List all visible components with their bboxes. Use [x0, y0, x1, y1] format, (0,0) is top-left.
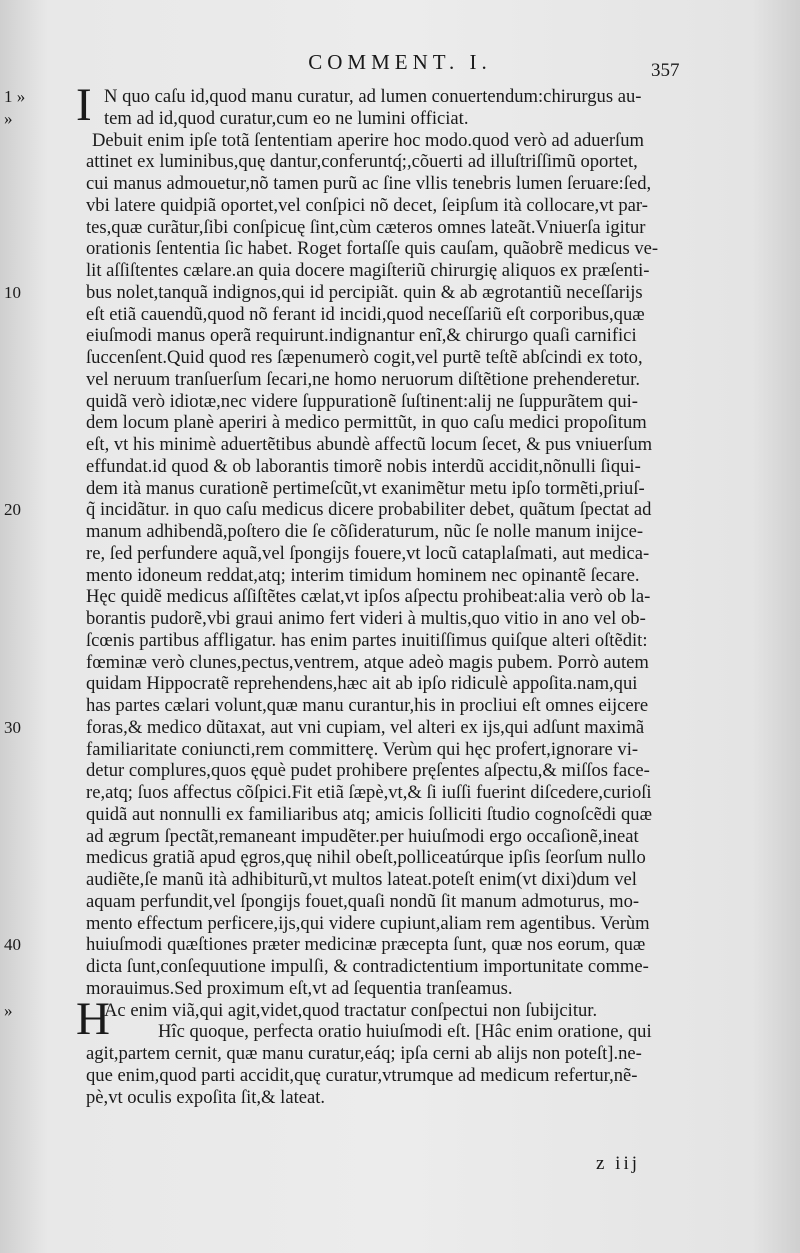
text-line — [86, 369, 686, 391]
line-text: q̃ incidãtur. in quo caſu medicus dicere probabiliter debet, quãtum ſpectat ad — [86, 499, 652, 521]
line-text: borantis pudorẽ,vbi graui animo fert videri à multis,quo vitio in ano vel ob- — [86, 608, 646, 629]
text-line — [86, 347, 686, 369]
line-text: vel neruum tranſuerſum ſecari,ne homo neruorum diſtẽtione prehenderetur. — [86, 368, 640, 390]
text-line — [86, 543, 686, 565]
text-line — [86, 238, 686, 260]
margin-line-number: » — [4, 108, 13, 128]
text-line — [86, 586, 686, 608]
line-text: dem locum planè aperiri à medico permittũt, in quo caſu medici propoſitum — [86, 412, 647, 434]
text-line — [86, 739, 686, 761]
line-text: quidã verò idiotæ,nec videre ſuppurationẽ ſuſtinent:alij ne ſuppurãtem qui- — [86, 390, 638, 412]
line-text: Debuit enim ipſe totã ſententiam aperire hoc modo.quod verò ad aduerſum — [92, 129, 644, 151]
margin-line-number: 20 — [4, 500, 21, 520]
text-line — [86, 804, 686, 826]
line-text: eiuſmodi manus operã requirunt.indignantur enĩ,& chirurgo quaſi carnifici — [86, 325, 637, 347]
margin-line-number: 30 — [4, 717, 21, 737]
drop-cap-initial: I — [76, 79, 92, 131]
text-line — [86, 391, 686, 413]
text-line — [4, 934, 686, 956]
line-text: orationis ſententia ſic habet. Roget fortaſſe quis cauſam, quãobrẽ medicus ve- — [86, 238, 659, 260]
drop-cap-initial: H — [76, 992, 110, 1045]
line-text: foras,& medico dũtaxat, aut vni cupiam, vel alteri ex ijs,qui adſunt maximã — [86, 716, 645, 738]
line-text: effundat.id quod & ob laborantis timorẽ nobis interdũ accidit,nõnulli ſiqui- — [86, 455, 641, 477]
line-text: ad ægrum ſpectãt,remaneant impudẽter.per huiuſmodi ergo occaſionẽ,ineat — [86, 825, 639, 847]
text-line — [86, 630, 686, 652]
line-text: audiẽte,ſe manũ ità adhibiturũ,vt multos lateat.poteſt enim(vt dixi)dum vel — [86, 869, 637, 890]
text-line — [4, 716, 686, 739]
text-line — [86, 456, 686, 478]
text-line — [86, 1087, 686, 1109]
text-line — [86, 412, 686, 434]
line-text: aquam perfundit,vel ſpongijs fouet,quaſi nondũ ſit manum admoturus, mo- — [86, 890, 640, 912]
text-line — [86, 1021, 686, 1043]
line-text: N quo caſu id,quod manu curatur, ad lumen conuertendum:chirurgus au- — [104, 86, 642, 107]
page-body-text — [4, 79, 686, 1108]
text-line — [86, 521, 686, 543]
text-line — [86, 869, 686, 891]
text-line — [86, 826, 686, 848]
text-line — [86, 760, 686, 782]
line-text: Hîc quoque, perfecta oratio huiuſmodi eſt. [Hâc enim oratione, qui — [158, 1021, 652, 1043]
text-line — [86, 673, 686, 695]
text-line — [86, 260, 686, 282]
line-text: bus nolet,tanquã indignos,qui id percipiãt. quin & ab ægrotantiũ neceſſarijs — [86, 281, 643, 303]
line-text: detur complures,quos ęquè pudet prohibere pręſentes aſpectu,& miſſos face- — [86, 760, 650, 782]
line-text: huiuſmodi quæſtiones præter medicinæ præcepta ſunt, quæ nos eorum, quæ — [86, 934, 646, 956]
line-text: lit aſſiſtentes cælare.an quia docere magiſteriũ chirurgię aliquos ex præſenti- — [86, 260, 650, 281]
line-text: Hęc quidẽ medicus aſſiſtẽtes cælat,vt ipſos aſpectu prohibeat:alia verò ob la- — [86, 586, 651, 608]
line-text: tem ad id,quod curatur,cum eo ne lumini officiat. — [104, 107, 469, 129]
line-text: pè,vt oculis expoſita ſit,& lateat. — [86, 1086, 326, 1108]
text-line — [86, 151, 686, 173]
margin-line-number: 1 » — [4, 87, 26, 106]
text-line — [86, 1065, 686, 1087]
text-line — [86, 913, 686, 935]
text-line — [86, 608, 686, 630]
line-text: familiaritate coniuncti,rem committerę. Verùm qui hęc profert,ignorare vi- — [86, 738, 639, 760]
line-text: medicus gratiã apud ęgros,quę nihil obeſt,polliceatúrque ipſis ſeorſum nullo — [86, 847, 646, 869]
line-text: mento idoneum reddat,atq; interim timidum hominem nec opinantẽ ſecare. — [86, 564, 640, 586]
text-line — [4, 499, 686, 521]
line-text: agit,partem cernit, quæ manu curatur,eáq; ipſa cerni ab alijs non poteſt].ne- — [86, 1043, 642, 1064]
line-text: fœminæ verò clunes,pectus,ventrem, atque adeò magis pubem. Porrò autem — [86, 651, 649, 673]
text-line — [86, 478, 686, 500]
line-text: dicta ſunt,conſequutione impulſi, & contradictentium importunitate comme- — [86, 956, 649, 977]
line-text: ſcœnis partibus affligatur. has enim partes inuitiſſimus quiſque alteri oſtẽdit: — [86, 629, 648, 651]
text-line — [86, 130, 686, 152]
text-line — [86, 782, 686, 804]
line-text: tes,quæ curãtur,ſibi conſpicuę ſint,cùm cæteros omnes lateãt.Vniuerſa igitur — [86, 216, 646, 238]
line-text: Ac enim viã,qui agit,videt,quod tractatur conſpectui non ſubijcitur. — [104, 999, 598, 1021]
text-line — [86, 891, 686, 913]
text-line — [86, 695, 686, 717]
line-text: re, ſed perfundere aquã,vel ſpongijs fouere,vt locũ cataplaſmati, aut medica- — [86, 542, 650, 564]
text-line — [4, 281, 686, 304]
line-text: eſt etiã cauendũ,quod nõ ferant id incidi,quod neceſſariũ eſt corporibus,quæ — [86, 303, 645, 325]
text-line — [86, 325, 686, 347]
line-text: quidã aut nonnulli ex familiaribus atq; amicis ſolliciti ſtudio cognoſcẽdi quæ — [86, 803, 652, 825]
text-line — [86, 195, 686, 217]
text-line — [86, 847, 686, 869]
running-head: COMMENT. I. — [308, 50, 492, 74]
line-text: cui manus admouetur,nõ tamen purũ ac ſine vllis tenebris lumen ſeruare:ſed, — [86, 173, 652, 194]
margin-line-number: 40 — [4, 935, 21, 955]
text-line — [86, 304, 686, 326]
text-line — [86, 956, 686, 978]
text-line — [4, 107, 686, 130]
line-text: eſt, vt his minimè aduertẽtibus abundè affectũ locum ſecet, & pus vniuerſum — [86, 434, 653, 455]
line-text: attinet ex luminibus,quę dantur,conferuntq́;,cõuerti ad illuſtriſſimũ oportet, — [86, 151, 638, 173]
text-line — [86, 565, 686, 587]
margin-line-number: » — [4, 1000, 13, 1020]
line-text: morauimus.Sed proximum eſt,vt ad ſequentia tranſeamus. — [86, 977, 513, 999]
text-line — [86, 1043, 686, 1065]
line-text: manum adhibendã,poſtero die ſe cõſideraturum, nũc ſe nolle manum inijce- — [86, 521, 644, 542]
text-line — [86, 173, 686, 195]
page-number: 357 — [651, 60, 680, 81]
signature-mark: z iij — [596, 1153, 641, 1174]
line-text: mento effectum perficere,ijs,qui videre cupiunt,aliam rem agentibus. Verùm — [86, 912, 650, 934]
margin-line-number: 10 — [4, 282, 21, 302]
text-line — [86, 217, 686, 239]
line-text: re,atq; ſuos affectus cõſpici.Fit etiã ſæpè,vt,& ſi iuſſi fuerint diſcedere,curioſi — [86, 782, 652, 803]
text-line — [86, 652, 686, 674]
line-text: quidam Hippocratẽ reprehendens,hæc ait ab ipſo ridiculè appoſita.nam,qui — [86, 673, 638, 695]
line-text: vbi latere quidpiã oportet,vel conſpici nõ decet, ſeipſum ità collocare,vt par- — [86, 194, 648, 216]
text-line — [86, 434, 686, 456]
line-text: ſuccenſent.Quid quod res ſæpenumerò cogit,vel purtẽ teſtẽ abſcindi ex toto, — [86, 347, 643, 368]
line-text: dem ità manus curationẽ pertimeſcũt,vt exanimẽtur metu ipſo tormẽti,priuſ- — [86, 477, 645, 499]
text-line — [86, 978, 686, 1000]
line-text: has partes cælari volunt,quæ manu curantur,his in procliui eſt omnes eijcere — [86, 695, 649, 716]
line-text: que enim,quod parti accidit,quę curatur,vtrumque ad medicum refertur,nẽ- — [86, 1064, 638, 1086]
